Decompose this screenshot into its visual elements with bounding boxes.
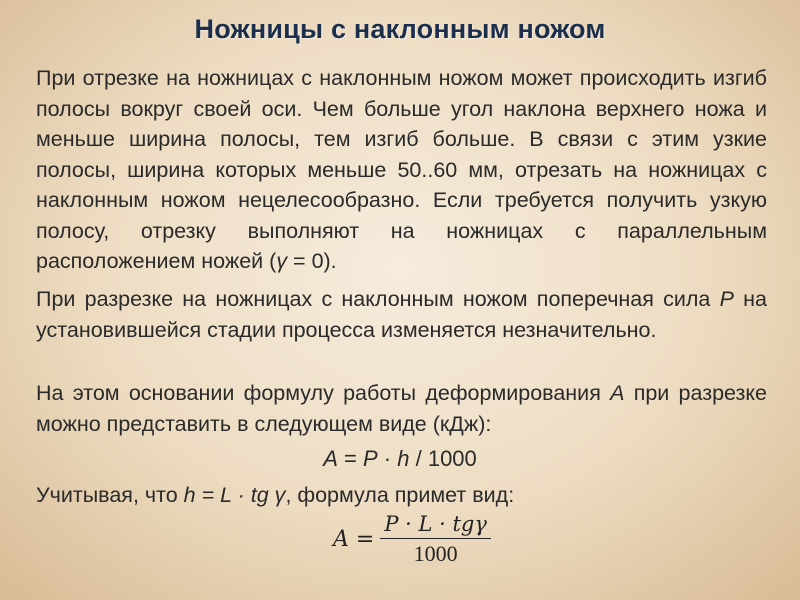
paragraph-bending-end: = 0). (287, 249, 337, 273)
formula-force: P (362, 446, 378, 471)
paragraph-force-end: на установившейся стадии процесса изменяется незначительно. (36, 287, 767, 342)
paragraph-substitution-end: , формула примет вид: (285, 483, 515, 507)
paragraph-work-end: при разрезке можно представить в следующем виде (кДж): (36, 381, 767, 436)
formula-equals: = (337, 446, 363, 471)
paragraph-substitution-text: Учитывая, что (36, 483, 184, 507)
final-formula (333, 512, 491, 567)
paragraph-work (36, 378, 767, 439)
final-formula-denominator: 1000 (413, 541, 458, 566)
paragraph-bending-text: При отрезке на ножницах с наклонным ножом может происходить изгиб полосы вокруг своей оси. Чем больше угол наклона верхнего ножа и меньше ширина полосы, тем изгиб больше. В связи с этим узкие полосы, ширина которых меньше 50..60 мм, отрезать на ножницах с наклонным ножом нецелесообразно. Если требуется получить узкую полосу, отрезку выполняют на ножницах с параллельным расположением ножей ( (36, 66, 767, 273)
slide-title: Ножницы с наклонным ножом (194, 14, 606, 44)
formula-denominator: 1000 (427, 446, 477, 471)
final-formula-numerator: P · L · tgγ (384, 512, 487, 536)
paragraph-substitution (36, 480, 767, 511)
formula-slash: / (409, 446, 428, 471)
force-variable: P (719, 287, 734, 311)
formula-h: h (397, 446, 410, 471)
substitution-expression: h = L · tg γ (183, 483, 286, 507)
paragraph-force-text: При разрезке на ножницах с наклонным ножом поперечная сила (36, 287, 720, 311)
paragraph-work-text: На этом основании формулу работы деформирования (36, 381, 611, 405)
final-formula-lhs: A = (333, 527, 375, 552)
final-formula-fraction (380, 512, 491, 567)
work-variable: A (610, 381, 625, 405)
gamma-symbol: γ (276, 249, 288, 273)
work-formula (0, 446, 800, 472)
formula-lhs: A (323, 446, 338, 471)
formula-dot: · (377, 446, 398, 471)
paragraph-force (36, 284, 767, 345)
paragraph-bending (36, 63, 767, 277)
